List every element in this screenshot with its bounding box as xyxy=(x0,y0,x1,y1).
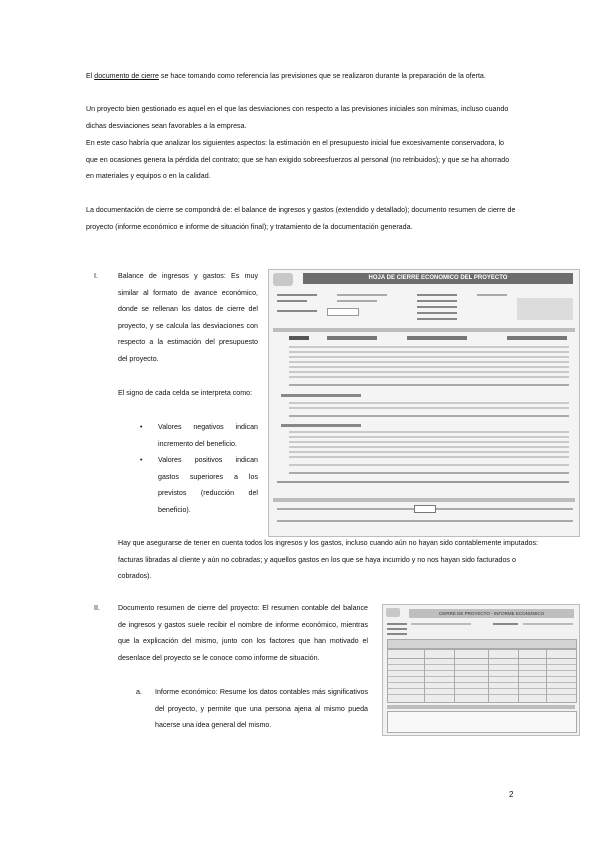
company-logo xyxy=(386,608,400,617)
intro-paragraph-3: En este caso habría que analizar los siguientes aspectos: la estimación en el presupuesto inicial fue excesivamente conservadora, lo que en ocasiones genera la pérdida del contrato; que se han exigido sobreesfuerzos al personal (no retribuidos); y que se ha ahorrado en materiales y equipos o en la calidad. xyxy=(86,139,510,180)
subsection-a-number: a. xyxy=(136,688,142,696)
documento-de-cierre-link[interactable]: documento de cierre xyxy=(94,72,159,80)
bullet-item-positive xyxy=(140,452,258,518)
bullet-text: Valores positivos indican gastos superiores a los previstos (reducción del beneficio). xyxy=(158,456,258,514)
sheet-cost-table xyxy=(277,336,573,486)
intro-paragraph-2: Un proyecto bien gestionado es aquel en el que las desviaciones con respecto a las previsiones iniciales son mínimas, incluso cuando dichas desviaciones sean favorables a la empresa. xyxy=(86,105,509,130)
sign-bullet-list xyxy=(140,419,258,518)
bullet-item-negative xyxy=(140,419,258,452)
section-2-text: Documento resumen de cierre del proyecto: El resumen contable del balance de ingresos y gastos suele recibir el nombre de informe económico, mientras que la explicación del mismo, junto con los factores que han motivado el desenlace del proyecto se le conoce como informe de situación. xyxy=(118,604,368,662)
section-2-number: II. xyxy=(94,604,100,612)
section-1-note: Hay que asegurarse de tener en cuenta todos los ingresos y los gastos, incluso cuando aún no hayan sido contablemente imputados: facturas libradas al cliente y aún no cobradas; y aquellos gastos en los que se haya incurrido y no nos hayan sido facturados o cobrados). xyxy=(118,539,538,580)
sheet-header-fields xyxy=(277,292,573,324)
intro-paragraph-1 xyxy=(86,68,516,85)
bullet-icon: • xyxy=(140,423,143,431)
section-1-sign-intro: El signo de cada celda se interpreta como: xyxy=(118,389,253,397)
company-logo xyxy=(273,273,293,286)
economic-report-image xyxy=(382,604,580,736)
report-title: CIERRE DE PROYECTO - INFORME ECONOMICO xyxy=(409,609,574,618)
sheet-title: HOJA DE CIERRE ECONOMICO DEL PROYECTO xyxy=(303,273,573,284)
subsection-a-text: Informe económico: Resume los datos contables más significativos del proyecto, y permite que una persona ajena al mismo pueda hacerse una idea general del mismo. xyxy=(155,688,368,729)
intro-paragraph-4: La documentación de cierre se compondrá de: el balance de ingresos y gastos (extendido y detallado); documento resumen de cierre de proyecto (informe económico e informe de situación final); y tratamiento de la documentación generada. xyxy=(86,206,516,231)
economic-closure-sheet-image xyxy=(268,269,580,537)
section-1-text: Balance de ingresos y gastos: Es muy similar al formato de avance económico, donde se rellenan los datos de cierre del proyecto, y se calcula las desviaciones con respecto a la estimación del presupuesto del proyecto. xyxy=(118,272,258,363)
bullet-text: Valores negativos indican incremento del beneficio. xyxy=(158,423,258,448)
intro-text: El xyxy=(86,72,95,80)
page-number: 2 xyxy=(509,790,514,799)
intro-text: se hace tomando como referencia las previsiones que se realizaron durante la preparación de la oferta. xyxy=(158,72,486,80)
section-1-number: I. xyxy=(94,272,98,280)
bullet-icon: • xyxy=(140,456,143,464)
